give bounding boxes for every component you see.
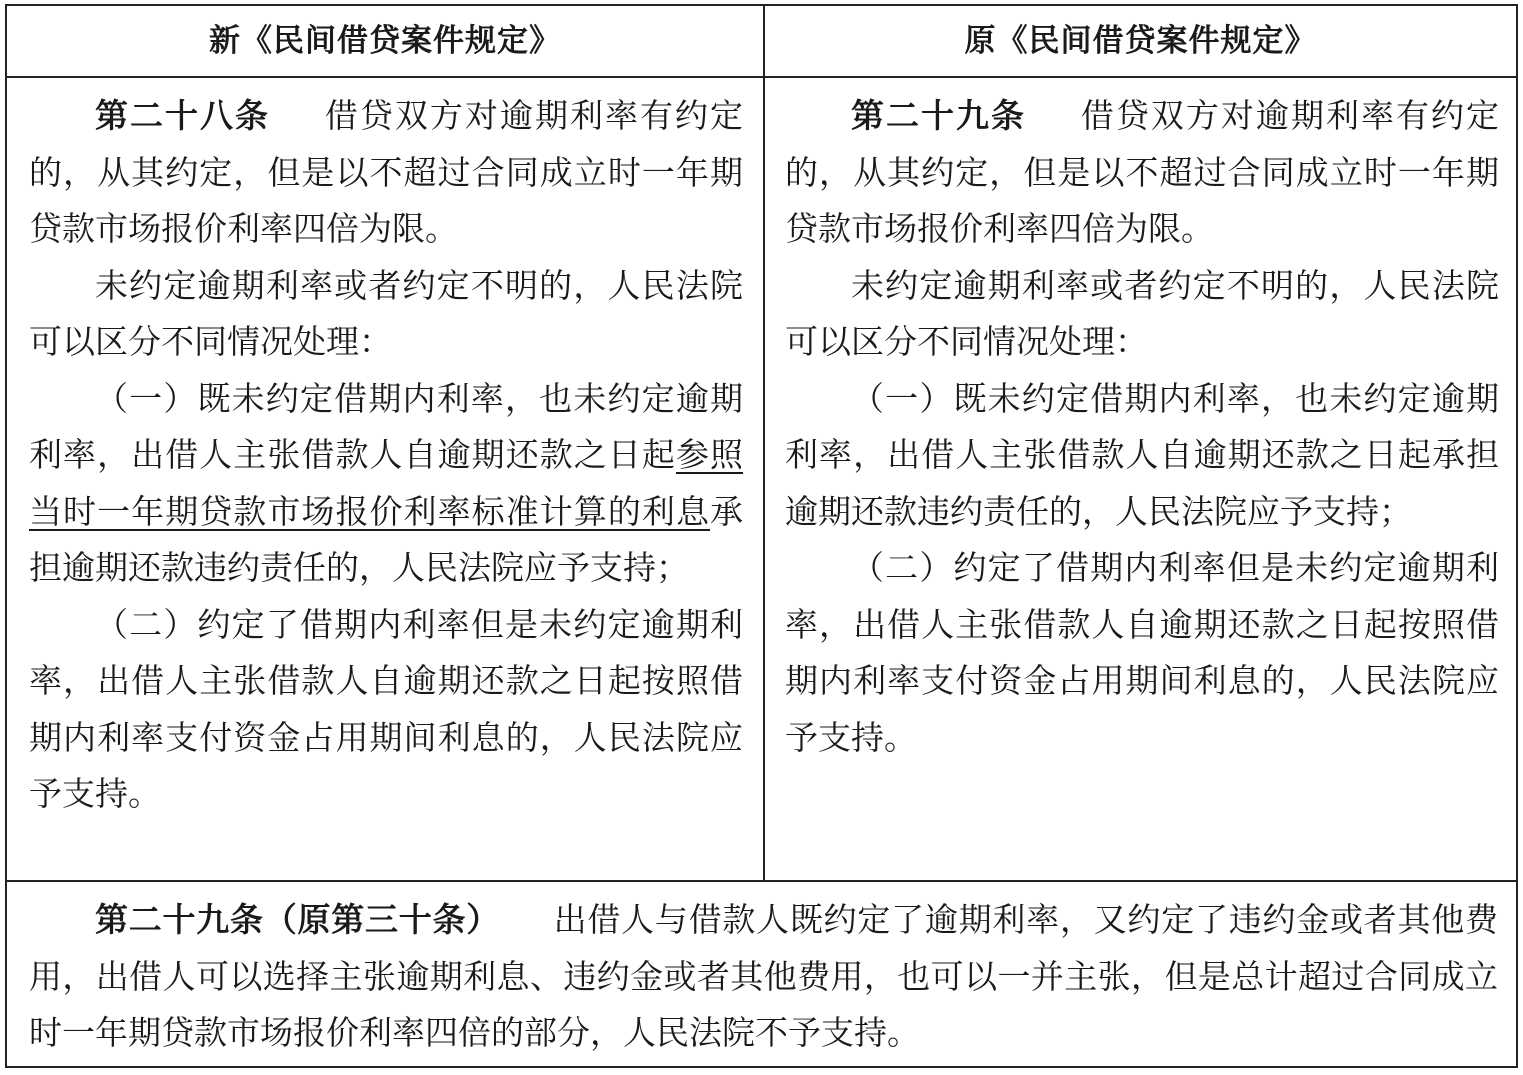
new-rule-article-number: 第二十八条	[95, 96, 271, 135]
old-rule-paragraph-4: （二）约定了借期内利率但是未约定逾期利率，出借人主张借款人自逾期还款之日起按照借期内利率支付资金占用期间利息的，人民法院应予支持。	[785, 548, 1499, 757]
new-rule-p1-text: 借贷双方对逾期利率有约定的，从其约定，但是以不超过合同成立时一年期贷款市场报价利率四倍为限。	[29, 96, 744, 248]
new-rule-p3-before: （一）既未约定借期内利率，也未约定逾期利率，出借人主张借款人自逾期还款之日起	[29, 378, 743, 474]
new-rule-paragraph-2: 未约定逾期利率或者约定不明的，人民法院可以区分不同情况处理：	[29, 265, 743, 361]
new-rule-cell	[29, 88, 743, 823]
old-rule-article-number: 第二十九条	[851, 96, 1027, 135]
old-rule-paragraph-3: （一）既未约定借期内利率，也未约定逾期利率，出借人主张借款人自逾期还款之日起承担逾期还款违约责任的，人民法院应予支持；	[785, 378, 1499, 531]
footer-paragraph	[29, 892, 1498, 1062]
old-rule-p1-text: 借贷双方对逾期利率有约定的，从其约定，但是以不超过合同成立时一年期贷款市场报价利率四倍为限。	[785, 96, 1500, 248]
new-rule-paragraph-4: （二）约定了借期内利率但是未约定逾期利率，出借人主张借款人自逾期还款之日起按照借期内利率支付资金占用期间利息的，人民法院应予支持。	[29, 604, 743, 813]
table-header-row	[7, 6, 1516, 78]
new-rule-paragraph-3	[29, 371, 743, 597]
footer-text: 出借人与借款人既约定了逾期利率，又约定了违约金或者其他费用，出借人可以选择主张逾期利息、违约金或者其他费用，也可以一并主张，但是总计超过合同成立时一年期贷款市场报价利率四倍的部分，人民法院不予支持。	[29, 900, 1499, 1052]
new-rule-p3-underlined: 参照当时一年期贷款市场报价利率标准计算的利息	[29, 435, 744, 531]
footer-row	[29, 892, 1498, 1062]
footer-article-number: 第二十九条（原第三十条）	[95, 900, 501, 939]
new-rule-paragraph-1	[29, 88, 743, 258]
old-rule-paragraph-2: 未约定逾期利率或者约定不明的，人民法院可以区分不同情况处理：	[785, 265, 1499, 361]
new-rule-p3-after: 承担逾期还款违约责任的，人民法院应予支持；	[29, 491, 743, 587]
header-new-rule: 新《民间借贷案件规定》	[209, 23, 561, 59]
comparison-table	[5, 4, 1518, 1068]
table-body-row	[7, 78, 1516, 882]
old-rule-paragraph-1	[785, 88, 1499, 258]
old-rule-cell	[785, 88, 1499, 766]
header-old-rule: 原《民间借贷案件规定》	[964, 23, 1317, 59]
